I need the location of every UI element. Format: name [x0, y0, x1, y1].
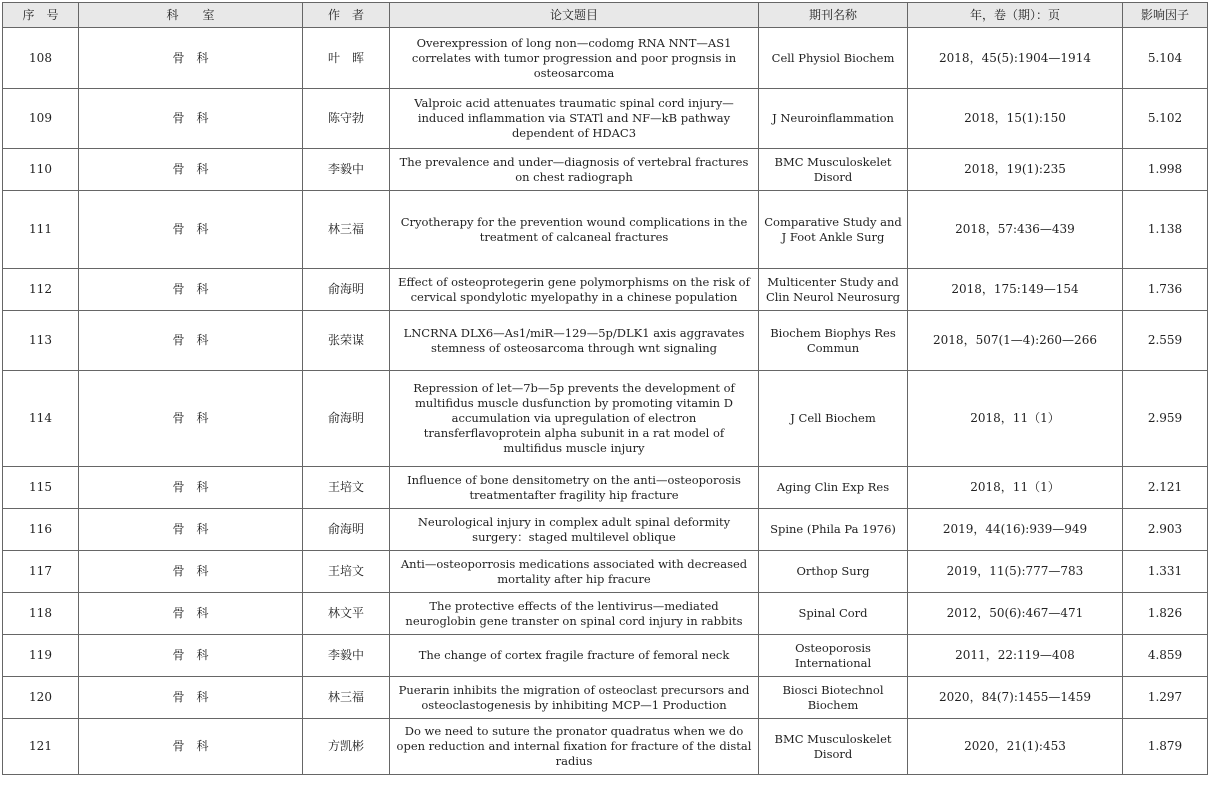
cell-journal: Biosci Biotechnol Biochem	[759, 677, 908, 719]
header-dept: 科 室	[79, 3, 303, 28]
cell-title: Overexpression of long non—codomg RNA NNT—AS1 correlates with tumor progression and poor prognsis in osteosarcoma	[390, 28, 759, 89]
cell-title: Neurological injury in complex adult spinal deformity surgery：staged multilevel oblique	[390, 509, 759, 551]
cell-impact-factor: 1.138	[1123, 191, 1208, 269]
header-impact-factor: 影响因子	[1123, 3, 1208, 28]
cell-title: Repression of let—7b—5p prevents the development of multifidus muscle dusfunction by promoting vitamin D accumulation via upregulation of electron transferflavoprotein alpha subunit in a rat model of multifidus muscle injury	[390, 371, 759, 467]
cell-impact-factor: 1.998	[1123, 149, 1208, 191]
cell-dept: 骨 科	[79, 269, 303, 311]
cell-author: 林文平	[303, 593, 390, 635]
cell-citation: 2018，11（1）	[908, 371, 1123, 467]
cell-dept: 骨 科	[79, 191, 303, 269]
cell-dept: 骨 科	[79, 311, 303, 371]
table-row	[3, 593, 1208, 635]
cell-no: 111	[3, 191, 79, 269]
table-row	[3, 509, 1208, 551]
cell-citation: 2020，21(1):453	[908, 719, 1123, 775]
cell-title: Effect of osteoprotegerin gene polymorphisms on the risk of cervical spondylotic myelopathy in a chinese population	[390, 269, 759, 311]
cell-no: 119	[3, 635, 79, 677]
cell-journal: J Neuroinflammation	[759, 89, 908, 149]
cell-impact-factor: 2.121	[1123, 467, 1208, 509]
table-row	[3, 149, 1208, 191]
cell-journal: Orthop Surg	[759, 551, 908, 593]
table-row	[3, 191, 1208, 269]
publication-table-container	[2, 2, 1208, 775]
cell-dept: 骨 科	[79, 719, 303, 775]
cell-title: Cryotherapy for the prevention wound complications in the treatment of calcaneal fractures	[390, 191, 759, 269]
table-row	[3, 635, 1208, 677]
cell-no: 118	[3, 593, 79, 635]
cell-no: 115	[3, 467, 79, 509]
table-row	[3, 551, 1208, 593]
header-citation: 年，卷（期）：页	[908, 3, 1123, 28]
table-row	[3, 28, 1208, 89]
cell-no: 108	[3, 28, 79, 89]
table-row	[3, 269, 1208, 311]
table-row	[3, 311, 1208, 371]
cell-author: 王培文	[303, 551, 390, 593]
cell-impact-factor: 2.903	[1123, 509, 1208, 551]
header-row	[3, 3, 1208, 28]
cell-title: The prevalence and under—diagnosis of vertebral fractures on chest radiograph	[390, 149, 759, 191]
cell-impact-factor: 1.736	[1123, 269, 1208, 311]
cell-title: The change of cortex fragile fracture of femoral neck	[390, 635, 759, 677]
cell-citation: 2018，11（1）	[908, 467, 1123, 509]
cell-impact-factor: 5.102	[1123, 89, 1208, 149]
cell-title: LNCRNA DLX6—As1/miR—129—5p/DLK1 axis aggravates stemness of osteosarcoma through wnt signaling	[390, 311, 759, 371]
header-no: 序 号	[3, 3, 79, 28]
cell-dept: 骨 科	[79, 89, 303, 149]
cell-citation: 2018，15(1):150	[908, 89, 1123, 149]
publication-table	[2, 2, 1208, 775]
cell-dept: 骨 科	[79, 509, 303, 551]
cell-title: Influence of bone densitometry on the anti—osteoporosis treatmentafter fragility hip fracture	[390, 467, 759, 509]
table-row	[3, 719, 1208, 775]
cell-citation: 2018，45(5):1904—1914	[908, 28, 1123, 89]
cell-author: 陈守勃	[303, 89, 390, 149]
cell-journal: Multicenter Study and Clin Neurol Neurosurg	[759, 269, 908, 311]
cell-citation: 2018，57:436—439	[908, 191, 1123, 269]
cell-dept: 骨 科	[79, 467, 303, 509]
cell-no: 121	[3, 719, 79, 775]
cell-no: 113	[3, 311, 79, 371]
cell-no: 116	[3, 509, 79, 551]
header-journal: 期刊名称	[759, 3, 908, 28]
cell-author: 方凯彬	[303, 719, 390, 775]
cell-dept: 骨 科	[79, 28, 303, 89]
cell-journal: J Cell Biochem	[759, 371, 908, 467]
cell-journal: BMC Musculoskelet Disord	[759, 149, 908, 191]
cell-no: 120	[3, 677, 79, 719]
table-row	[3, 467, 1208, 509]
cell-journal: BMC Musculoskelet Disord	[759, 719, 908, 775]
cell-dept: 骨 科	[79, 635, 303, 677]
cell-dept: 骨 科	[79, 677, 303, 719]
cell-author: 林三福	[303, 677, 390, 719]
cell-no: 109	[3, 89, 79, 149]
cell-impact-factor: 4.859	[1123, 635, 1208, 677]
cell-journal: Spine (Phila Pa 1976)	[759, 509, 908, 551]
cell-impact-factor: 1.826	[1123, 593, 1208, 635]
cell-journal: Osteoporosis International	[759, 635, 908, 677]
cell-no: 117	[3, 551, 79, 593]
cell-impact-factor: 5.104	[1123, 28, 1208, 89]
cell-journal: Aging Clin Exp Res	[759, 467, 908, 509]
table-row	[3, 89, 1208, 149]
cell-author: 俞海明	[303, 371, 390, 467]
cell-title: Do we need to suture the pronator quadratus when we do open reduction and internal fixation for fracture of the distal radius	[390, 719, 759, 775]
cell-citation: 2018，175:149—154	[908, 269, 1123, 311]
cell-impact-factor: 1.297	[1123, 677, 1208, 719]
cell-citation: 2018，507(1—4):260—266	[908, 311, 1123, 371]
cell-author: 张荣谋	[303, 311, 390, 371]
table-row	[3, 677, 1208, 719]
cell-no: 112	[3, 269, 79, 311]
cell-author: 李毅中	[303, 635, 390, 677]
cell-author: 林三福	[303, 191, 390, 269]
cell-dept: 骨 科	[79, 371, 303, 467]
cell-dept: 骨 科	[79, 593, 303, 635]
cell-author: 王培文	[303, 467, 390, 509]
cell-title: The protective effects of the lentivirus—mediated neuroglobin gene transter on spinal cord injury in rabbits	[390, 593, 759, 635]
cell-impact-factor: 2.959	[1123, 371, 1208, 467]
cell-journal: Comparative Study and J Foot Ankle Surg	[759, 191, 908, 269]
cell-citation: 2012，50(6):467—471	[908, 593, 1123, 635]
cell-citation: 2020，84(7):1455—1459	[908, 677, 1123, 719]
cell-journal: Biochem Biophys Res Commun	[759, 311, 908, 371]
cell-citation: 2019，44(16):939—949	[908, 509, 1123, 551]
cell-impact-factor: 2.559	[1123, 311, 1208, 371]
cell-author: 叶 晖	[303, 28, 390, 89]
header-title: 论文题目	[390, 3, 759, 28]
cell-citation: 2019，11(5):777—783	[908, 551, 1123, 593]
cell-journal: Spinal Cord	[759, 593, 908, 635]
cell-citation: 2018，19(1):235	[908, 149, 1123, 191]
cell-journal: Cell Physiol Biochem	[759, 28, 908, 89]
cell-dept: 骨 科	[79, 149, 303, 191]
cell-title: Valproic acid attenuates traumatic spinal cord injury—induced inflammation via STATl and NF—kB pathway dependent of HDAC3	[390, 89, 759, 149]
cell-impact-factor: 1.331	[1123, 551, 1208, 593]
cell-no: 114	[3, 371, 79, 467]
cell-author: 李毅中	[303, 149, 390, 191]
cell-title: Anti—osteoporrosis medications associated with decreased mortality after hip fracure	[390, 551, 759, 593]
cell-title: Puerarin inhibits the migration of osteoclast precursors and osteoclastogenesis by inhibiting MCP—1 Production	[390, 677, 759, 719]
header-author: 作 者	[303, 3, 390, 28]
cell-citation: 2011，22:119—408	[908, 635, 1123, 677]
cell-dept: 骨 科	[79, 551, 303, 593]
table-row	[3, 371, 1208, 467]
cell-author: 俞海明	[303, 269, 390, 311]
cell-impact-factor: 1.879	[1123, 719, 1208, 775]
cell-author: 俞海明	[303, 509, 390, 551]
cell-no: 110	[3, 149, 79, 191]
